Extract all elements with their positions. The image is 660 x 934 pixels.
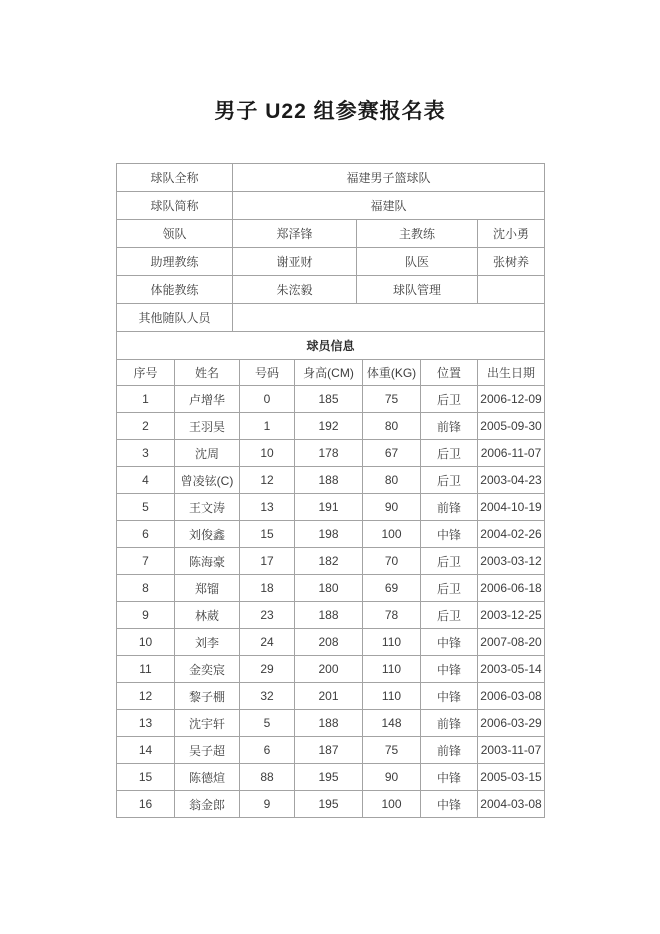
player-cell-position: 后卫 (421, 548, 478, 575)
player-cell-height: 195 (295, 764, 363, 791)
player-cell-weight: 75 (363, 386, 421, 413)
player-cell-weight: 80 (363, 467, 421, 494)
team-value-cell (233, 304, 545, 332)
player-cell-number: 13 (240, 494, 295, 521)
player-cell-weight: 100 (363, 521, 421, 548)
player-cell-number: 24 (240, 629, 295, 656)
page-title: 男子 U22 组参赛报名表 (214, 100, 446, 123)
player-cell-index: 1 (117, 386, 175, 413)
player-cell-index: 3 (117, 440, 175, 467)
player-cell-birthdate: 2006-12-09 (478, 386, 545, 413)
player-cell-position: 中锋 (421, 656, 478, 683)
player-cell-index: 6 (117, 521, 175, 548)
player-cell-name: 刘俊鑫 (175, 521, 240, 548)
player-cell-index: 9 (117, 602, 175, 629)
player-cell-height: 180 (295, 575, 363, 602)
player-cell-birthdate: 2005-09-30 (478, 413, 545, 440)
player-cell-index: 10 (117, 629, 175, 656)
player-row (117, 602, 545, 629)
player-row (117, 791, 545, 818)
team-label-cell: 领队 (117, 220, 233, 248)
team-value-cell: 谢亚财 (233, 248, 357, 276)
team-value-cell: 沈小勇 (478, 220, 545, 248)
player-cell-position: 后卫 (421, 440, 478, 467)
player-cell-index: 11 (117, 656, 175, 683)
player-cell-height: 201 (295, 683, 363, 710)
player-cell-birthdate: 2006-11-07 (478, 440, 545, 467)
player-cell-position: 中锋 (421, 629, 478, 656)
player-cell-height: 188 (295, 710, 363, 737)
players-tbody (117, 386, 545, 818)
player-cell-height: 188 (295, 467, 363, 494)
player-cell-height: 188 (295, 602, 363, 629)
player-cell-name: 曾凌铉(C) (175, 467, 240, 494)
player-cell-number: 6 (240, 737, 295, 764)
player-row (117, 575, 545, 602)
team-value-cell: 郑泽锋 (233, 220, 357, 248)
team-label-cell: 队医 (357, 248, 478, 276)
player-cell-index: 4 (117, 467, 175, 494)
player-row (117, 494, 545, 521)
player-cell-name: 刘李 (175, 629, 240, 656)
player-cell-name: 林葳 (175, 602, 240, 629)
player-row (117, 521, 545, 548)
player-cell-height: 198 (295, 521, 363, 548)
player-cell-number: 18 (240, 575, 295, 602)
team-row-full-name (117, 164, 545, 192)
team-value-cell: 张树养 (478, 248, 545, 276)
player-cell-weight: 148 (363, 710, 421, 737)
player-cell-index: 12 (117, 683, 175, 710)
players-table (116, 359, 545, 818)
team-row-other-staff (117, 304, 545, 332)
player-cell-height: 185 (295, 386, 363, 413)
player-cell-number: 29 (240, 656, 295, 683)
player-cell-weight: 75 (363, 737, 421, 764)
team-info-table (116, 163, 545, 360)
player-cell-birthdate: 2006-03-29 (478, 710, 545, 737)
player-cell-weight: 80 (363, 413, 421, 440)
player-cell-height: 192 (295, 413, 363, 440)
team-row-short-name (117, 192, 545, 220)
player-cell-number: 17 (240, 548, 295, 575)
player-cell-index: 13 (117, 710, 175, 737)
player-cell-weight: 78 (363, 602, 421, 629)
player-cell-name: 郑镏 (175, 575, 240, 602)
player-row (117, 683, 545, 710)
player-row (117, 764, 545, 791)
player-cell-birthdate: 2006-06-18 (478, 575, 545, 602)
team-value-cell (478, 276, 545, 304)
player-cell-birthdate: 2003-05-14 (478, 656, 545, 683)
team-value-cell: 福建男子篮球队 (233, 164, 545, 192)
player-row (117, 440, 545, 467)
registration-form (116, 163, 544, 818)
player-cell-position: 后卫 (421, 602, 478, 629)
player-cell-index: 15 (117, 764, 175, 791)
team-label-cell: 体能教练 (117, 276, 233, 304)
player-row (117, 737, 545, 764)
player-cell-weight: 110 (363, 656, 421, 683)
player-cell-weight: 69 (363, 575, 421, 602)
player-cell-birthdate: 2004-10-19 (478, 494, 545, 521)
player-row (117, 548, 545, 575)
player-cell-index: 14 (117, 737, 175, 764)
player-cell-name: 沈宇轩 (175, 710, 240, 737)
player-cell-number: 10 (240, 440, 295, 467)
player-cell-weight: 67 (363, 440, 421, 467)
team-label-cell: 球队简称 (117, 192, 233, 220)
team-label-cell: 球队管理 (357, 276, 478, 304)
player-cell-position: 后卫 (421, 386, 478, 413)
player-row (117, 710, 545, 737)
player-cell-number: 5 (240, 710, 295, 737)
player-cell-position: 前锋 (421, 413, 478, 440)
player-cell-position: 前锋 (421, 494, 478, 521)
player-cell-number: 15 (240, 521, 295, 548)
player-cell-birthdate: 2003-04-23 (478, 467, 545, 494)
player-cell-name: 黎子棚 (175, 683, 240, 710)
player-cell-weight: 90 (363, 764, 421, 791)
player-cell-number: 12 (240, 467, 295, 494)
player-row (117, 386, 545, 413)
header-birthdate: 出生日期 (478, 360, 545, 386)
player-cell-height: 191 (295, 494, 363, 521)
player-row (117, 467, 545, 494)
player-cell-name: 卢增华 (175, 386, 240, 413)
player-cell-number: 32 (240, 683, 295, 710)
player-row (117, 656, 545, 683)
player-cell-weight: 90 (363, 494, 421, 521)
player-cell-index: 5 (117, 494, 175, 521)
player-cell-name: 陈海豪 (175, 548, 240, 575)
players-section-header: 球员信息 (117, 332, 545, 360)
team-value-cell: 福建队 (233, 192, 545, 220)
player-row (117, 413, 545, 440)
player-cell-name: 吴子超 (175, 737, 240, 764)
player-cell-weight: 110 (363, 629, 421, 656)
player-cell-index: 2 (117, 413, 175, 440)
player-cell-number: 88 (240, 764, 295, 791)
players-header-row (117, 360, 545, 386)
player-cell-height: 200 (295, 656, 363, 683)
player-cell-name: 王文涛 (175, 494, 240, 521)
team-row-fitness-manager (117, 276, 545, 304)
player-cell-position: 后卫 (421, 467, 478, 494)
player-cell-number: 1 (240, 413, 295, 440)
player-cell-birthdate: 2003-11-07 (478, 737, 545, 764)
player-cell-birthdate: 2003-03-12 (478, 548, 545, 575)
player-cell-birthdate: 2004-02-26 (478, 521, 545, 548)
player-cell-name: 翁金郎 (175, 791, 240, 818)
player-cell-position: 中锋 (421, 764, 478, 791)
player-cell-index: 16 (117, 791, 175, 818)
player-cell-height: 195 (295, 791, 363, 818)
player-cell-position: 中锋 (421, 791, 478, 818)
player-cell-name: 王羽昊 (175, 413, 240, 440)
player-cell-position: 前锋 (421, 710, 478, 737)
player-cell-name: 陈德煊 (175, 764, 240, 791)
header-height: 身高(CM) (295, 360, 363, 386)
team-label-cell: 助理教练 (117, 248, 233, 276)
player-cell-position: 前锋 (421, 737, 478, 764)
player-cell-index: 7 (117, 548, 175, 575)
player-row (117, 629, 545, 656)
player-cell-height: 187 (295, 737, 363, 764)
player-cell-height: 182 (295, 548, 363, 575)
player-cell-weight: 100 (363, 791, 421, 818)
player-cell-weight: 110 (363, 683, 421, 710)
player-cell-birthdate: 2006-03-08 (478, 683, 545, 710)
player-cell-name: 沈周 (175, 440, 240, 467)
team-label-cell: 球队全称 (117, 164, 233, 192)
player-cell-height: 178 (295, 440, 363, 467)
header-name: 姓名 (175, 360, 240, 386)
team-label-cell: 主教练 (357, 220, 478, 248)
team-row-leader-coach (117, 220, 545, 248)
team-value-cell: 朱浤毅 (233, 276, 357, 304)
player-cell-name: 金奕宸 (175, 656, 240, 683)
player-cell-birthdate: 2004-03-08 (478, 791, 545, 818)
header-index: 序号 (117, 360, 175, 386)
player-cell-number: 9 (240, 791, 295, 818)
team-row-assistant-doctor (117, 248, 545, 276)
player-cell-number: 23 (240, 602, 295, 629)
player-cell-weight: 70 (363, 548, 421, 575)
header-number: 号码 (240, 360, 295, 386)
player-cell-position: 中锋 (421, 683, 478, 710)
player-cell-position: 后卫 (421, 575, 478, 602)
player-cell-height: 208 (295, 629, 363, 656)
section-header-row (117, 332, 545, 360)
player-cell-birthdate: 2003-12-25 (478, 602, 545, 629)
team-label-cell: 其他随队人员 (117, 304, 233, 332)
player-cell-index: 8 (117, 575, 175, 602)
player-cell-birthdate: 2007-08-20 (478, 629, 545, 656)
header-weight: 体重(KG) (363, 360, 421, 386)
player-cell-number: 0 (240, 386, 295, 413)
player-cell-position: 中锋 (421, 521, 478, 548)
player-cell-birthdate: 2005-03-15 (478, 764, 545, 791)
header-position: 位置 (421, 360, 478, 386)
